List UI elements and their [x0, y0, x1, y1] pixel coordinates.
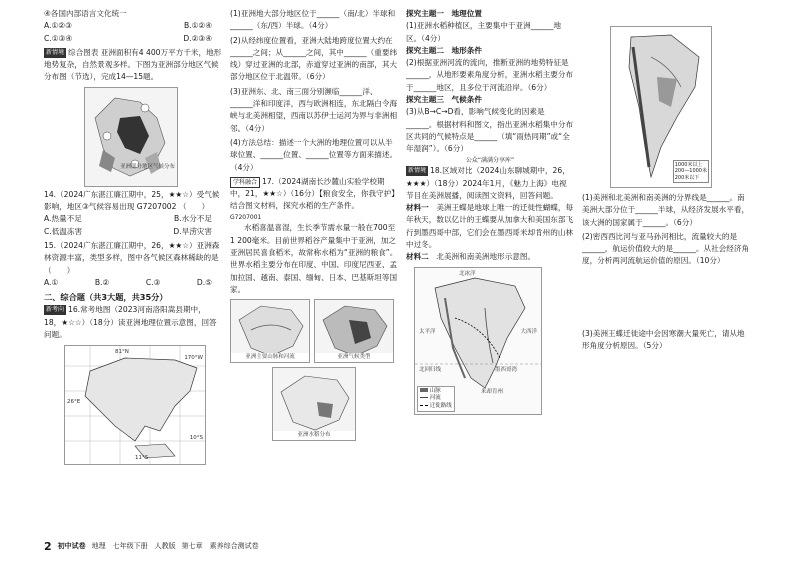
lat-10s-label: 10°S: [189, 435, 203, 442]
page-number: 2: [44, 540, 52, 554]
asia-location-map: [64, 345, 206, 465]
legend-mountains-label: 山脉: [429, 388, 441, 395]
footer-brand: 初中试卷: [57, 542, 86, 551]
lon-170w-label: 170°W: [184, 355, 203, 362]
new-context-tag: 新情境: [46, 48, 65, 56]
fig1-caption: 亚洲主要山脉和河流: [231, 353, 309, 362]
material-1-body: 美洲王蝶是地球上唯一的迁徙性蝴蝶，每年秋天，数以亿计的王蝶要从加拿大和美国东部飞行到墨西哥中部，它们会在墨西哥米却肯州的山林中过冬。: [406, 203, 574, 250]
column-3: [406, 8, 574, 415]
option-b: B.①②④: [183, 21, 212, 31]
q14-options-1: [44, 213, 222, 225]
fig3-svg: [273, 368, 355, 440]
footer-chapter: 第七章 素养综合测试卷: [181, 542, 259, 551]
q18-part-2: (2)密西西比河与亚马孙河相比，流量较大的是______，航运价值较大的是______。从社会经济角度，分析两河流航运价值的原因。（10分）: [582, 231, 750, 266]
legend-rivers: [420, 395, 452, 402]
q17-material: 水稻喜温喜湿，生长季节需水量一般在700至1 200毫米。目前世界稻谷产量集中于亚洲，加之亚洲居民喜食稻米，故常称水稻为“亚洲的粮食”。世界水稻主要分布在印度、中国、印度尼西亚、孟加拉国、越南、泰国、缅甸、日本、巴基斯坦等国家。: [230, 223, 398, 294]
option-c: C.①③④: [44, 33, 73, 43]
q14-option-d: D.旱涝灾害: [173, 226, 212, 236]
map1-caption: 亚洲部分地区气候分布: [119, 163, 175, 170]
asia-mountains-rivers-map: [230, 299, 310, 363]
legend-migration: [420, 403, 452, 410]
theme-3-heading: 探究主题三 气候条件: [406, 95, 482, 105]
page-footer: [44, 538, 259, 556]
q16-tag: 新考向: [46, 306, 65, 314]
q15-option-a: A.①: [44, 277, 59, 287]
column-2: [230, 8, 398, 447]
legend-rivers-label: 河流: [429, 395, 441, 402]
option-line: ④各国内部语言文化统一: [44, 9, 127, 18]
tropic-of-cancer-label: 北回归线: [419, 366, 442, 373]
options-row-2: [44, 33, 222, 45]
fig3-caption: 亚洲水稻分布: [273, 431, 355, 440]
q17-tag: 学科融合: [230, 177, 260, 188]
column-1: [44, 8, 222, 465]
q17-code: G7207001: [230, 213, 262, 221]
theme-3-question: (3)从B→C→D看，影响气候变化的因素是______。根据材料和图文，指出亚洲水稻集中分布区共同的气候特点是______（填“雨热同期”或“全年湿润”）。（6分）: [406, 107, 574, 154]
option-d: D.②③④: [183, 33, 212, 43]
q16-body: 16.常考地图（2023河南洛阳嵩县期中，18，★☆☆）（18分）读亚洲地理位置示意图，回答问题。: [44, 305, 217, 340]
theme-1-heading: 探究主题一 地理位置: [406, 9, 482, 18]
lat-81n-label: 81°N: [115, 349, 129, 356]
north-america-terrain-map: [414, 267, 542, 415]
material-2-title: 材料二: [406, 252, 429, 262]
asia-location-map-svg: [65, 346, 205, 464]
material-1: [406, 202, 574, 251]
q17-figures: [230, 299, 398, 447]
q18-tag: 新情境: [408, 167, 427, 175]
intro-body: 综合图表 亚洲面积有4 400万平方千米，地形地势复杂，自然景观多样。下图为亚洲部分地区气候分布图（节选），完成14—15题。: [44, 47, 222, 82]
theme-1-question: (1)亚洲水稻种植区，主要集中于亚洲______地区。（4分）: [406, 21, 562, 43]
arctic-ocean-label: 北冰洋: [459, 270, 476, 277]
column-4: [582, 8, 752, 352]
fig2-caption: 亚洲气候类型: [315, 353, 393, 362]
legend-high: 1000米以上: [674, 161, 703, 168]
theme-2-heading: 探究主题二 地形条件: [406, 45, 482, 55]
material-2-body: 北美洲和南美洲地形示意图。: [436, 252, 536, 262]
asia-rice-distribution-map: [272, 367, 356, 441]
q16-part-2: (2)从经纬度位置看，亚洲大陆地跨度位置大约在______之间；从______之间，其中______（重要纬线）穿过亚洲的北部，赤道穿过亚洲的南部，其大部分地区位于北温带。（6分）: [230, 35, 398, 82]
map3-legend: [417, 386, 455, 411]
q18-part-1: (1)美洲和北美洲和南美洲的分界线是______。南美洲大部分位于______半球，从经济发展水平看，该大洲的国家属于______。（6分）: [582, 193, 750, 227]
intro-text: [44, 47, 222, 84]
q15-options: [44, 277, 222, 289]
material-1-title: 材料一: [406, 203, 429, 213]
q15-option-b: B.②: [94, 277, 110, 287]
section-2-heading: 二、综合题（共3大题，共35分）: [44, 292, 168, 303]
option-a: A.①②③: [44, 21, 72, 31]
q14-option-c: C.低温冻害: [44, 226, 83, 236]
michoacan-label: 米却肯州: [481, 388, 504, 395]
question-14: 14.（2024广东湛江廉江期中，25，★★☆）受气候影响，地区③气候容易出现 G7207002 （ ）: [44, 189, 220, 212]
asia-climate-map: [84, 87, 178, 187]
q14-options-2: [44, 226, 222, 238]
q16-part-3: (3)亚洲东、北、南三面分别濒临______洋、______洋和印度洋，西与欧洲相连，东北隔白令海峡与北美洲相望，西南以苏伊士运河为界与非洲相邻。（4分）: [230, 86, 398, 133]
q15-option-c: C.③: [145, 277, 161, 287]
q17-body: 17.（2024湖南长沙麓山实验学校期中，21，★★☆）（16分）【粮食安全，你我守护】结合图文材料，探究水稻的生产条件。: [230, 176, 396, 211]
options-row-1: [44, 20, 222, 32]
pacific-ocean-label: 太平洋: [419, 328, 436, 335]
question-16: [44, 304, 222, 341]
legend-mid: 200—1000米: [674, 168, 707, 174]
share-library-label: 公众“满满分享库”: [465, 156, 515, 164]
map4-legend: [673, 160, 709, 184]
q14-option-a: A.热量不足: [44, 214, 82, 224]
legend-low: 200米以下: [674, 174, 700, 181]
q14-option-b: B.水分不足: [174, 214, 212, 224]
atlantic-ocean-label: 大西洋: [520, 328, 537, 335]
question-18: [406, 165, 574, 202]
south-america-terrain-map: [610, 26, 712, 188]
theme-2-question: (2)根据亚洲河流的流向，推断亚洲的地势特征是______，从地形要素角度分析，亚洲水稻主要分布于______地区，且多位于河流沿岸。（6分）: [406, 58, 574, 92]
lon-26e-label: 26°E: [67, 399, 81, 406]
question-15: 15.（2024广东湛江廉江期中，26，★★☆）亚洲森林资源丰富，类型多样，图中各气候区森林稀缺的是 （ ）: [44, 240, 220, 275]
q16-part-1: (1)亚洲地大部分地区位于______（南/北）半球和______（东/西）半球。（4分）: [230, 9, 396, 31]
gulf-of-mexico-label: 墨西哥湾: [495, 366, 518, 373]
q18-part-3: (3)美洲王蝶迁徙途中会因寒潮大量死亡，请从地形角度分析原因。（5分）: [582, 328, 745, 351]
footer-subject: 地理 七年级下册 人教版: [91, 542, 176, 551]
q15-option-d: D.⑤: [196, 277, 212, 287]
asia-climate-types-map: [314, 299, 394, 363]
lat-11s-label: 11°S: [135, 455, 149, 462]
q16-part-4: (4)方法总结：描述一个大洲的地理位置可以从半球位置、______位置、______位置等方面来描述。（4分）: [230, 137, 398, 172]
q18-body: 18.区域对比（2024山东聊城期中，26，★★★）（18分）2024年1月，《魅力上海》电视节目在美洲展播，阅读图文资料，回答问题。: [406, 166, 570, 200]
legend-migration-label: 迁徙路线: [429, 402, 452, 409]
material-2: [406, 251, 574, 263]
question-17: [230, 176, 398, 213]
